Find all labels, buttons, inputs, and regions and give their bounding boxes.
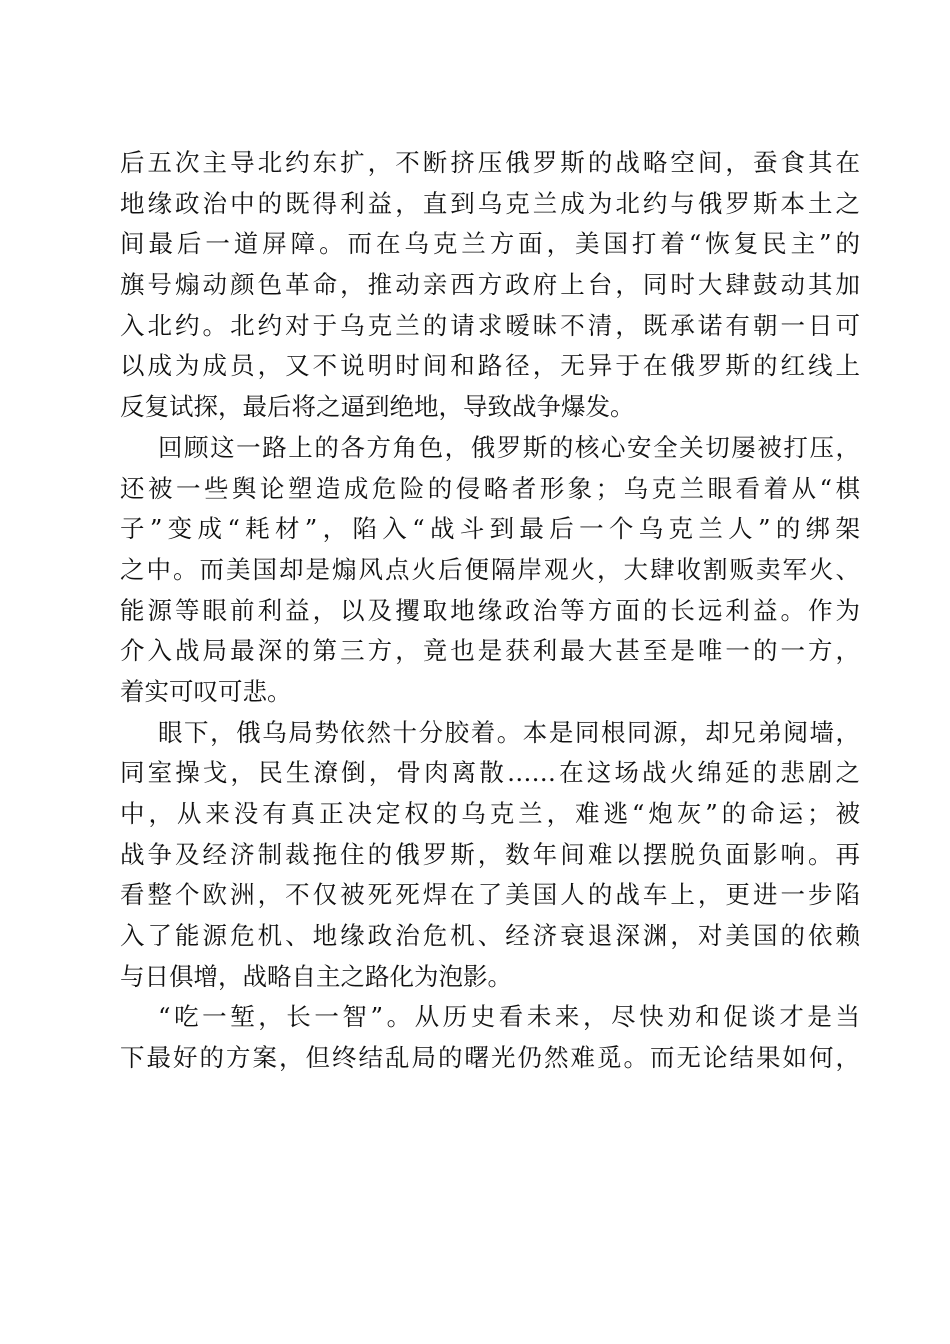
text-line: 战争及经济制裁拖住的俄罗斯，数年间难以摆脱负面影响。再 <box>120 839 860 869</box>
text-line: 入北约。北约对于乌克兰的请求暧昧不清，既承诺有朝一日可 <box>120 310 860 340</box>
text-line: 子”变成“耗材”，陷入“战斗到最后一个乌克兰人”的绑架 <box>120 514 860 544</box>
text-line: 后五次主导北约东扩，不断挤压俄罗斯的战略空间，蚕食其在 <box>120 148 860 177</box>
text-line: 入了能源危机、地缘政治危机、经济衰退深渊，对美国的依赖 <box>120 921 860 951</box>
text-line: “吃一堑，长一智”。从历史看未来，尽快劝和促谈才是当 <box>158 1002 860 1032</box>
text-line: 旗号煽动颜色革命，推动亲西方政府上台，同时大肆鼓动其加 <box>120 270 860 300</box>
text-line: 下最好的方案，但终结乱局的曙光仍然难觅。而无论结果如何， <box>120 1043 860 1073</box>
text-line: 之中。而美国却是煽风点火后便隔岸观火，大肆收割贩卖军火、 <box>120 554 860 584</box>
text-line: 同室操戈，民生潦倒，骨肉离散……在这场战火绵延的悲剧之 <box>120 758 860 788</box>
body-text <box>120 143 860 1079</box>
text-line: 能源等眼前利益，以及攫取地缘政治等方面的长远利益。作为 <box>120 595 860 625</box>
text-line: 中，从来没有真正决定权的乌克兰，难逃“炮灰”的命运；被 <box>120 799 860 828</box>
text-line: 地缘政治中的既得利益，直到乌克兰成为北约与俄罗斯本土之 <box>120 188 860 218</box>
text-line: 间最后一道屏障。而在乌克兰方面，美国打着“恢复民主”的 <box>120 229 860 259</box>
text-line: 看整个欧洲，不仅被死死焊在了美国人的战车上，更进一步陷 <box>120 880 860 910</box>
text-line: 还被一些舆论塑造成危险的侵略者形象；乌克兰眼看着从“棋 <box>120 473 860 503</box>
text-line: 介入战局最深的第三方，竟也是获利最大甚至是唯一的一方， <box>120 636 860 666</box>
text-line: 以成为成员，又不说明时间和路径，无异于在俄罗斯的红线上 <box>120 351 860 381</box>
text-line: 回顾这一路上的各方角色，俄罗斯的核心安全关切屡被打压， <box>158 432 860 462</box>
text-line: 眼下，俄乌局势依然十分胶着。本是同根同源，却兄弟阋墙， <box>158 717 860 747</box>
text-line: 反复试探，最后将之逼到绝地，导致战争爆发。 <box>120 392 635 422</box>
text-line: 着实可叹可悲。 <box>120 676 292 706</box>
text-line: 与日俱增，战略自主之路化为泡影。 <box>120 961 512 991</box>
